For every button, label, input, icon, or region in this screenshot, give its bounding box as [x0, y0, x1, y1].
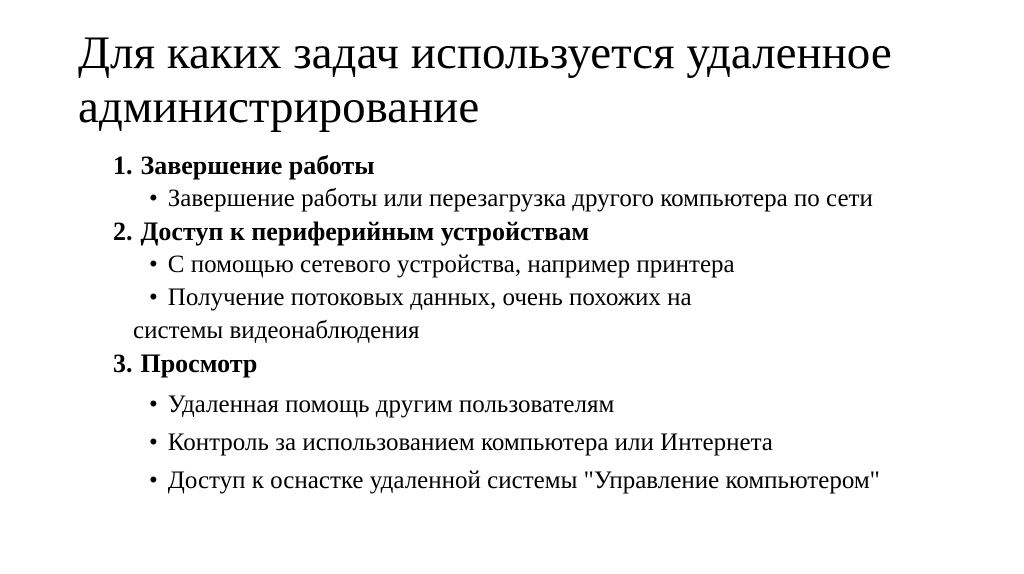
slide-title: [78, 26, 892, 134]
item-text: Завершение работы или перезагрузка другого компьютера по сети: [167, 185, 873, 212]
list-item: [149, 182, 1024, 215]
list-item: [149, 388, 1024, 421]
bullet-icon: •: [149, 251, 158, 278]
list-item: [149, 248, 1024, 281]
slide-title-line: администрирование: [78, 81, 480, 133]
bullet-icon: •: [149, 284, 158, 311]
bullet-icon: •: [149, 185, 158, 212]
item-text: Доступ к оснастке удаленной системы "Управление компьютером": [167, 467, 880, 494]
heading-text: Доступ к периферийным устройствам: [140, 217, 590, 246]
item-text: Получение потоковых данных, очень похожих на: [167, 284, 692, 311]
list-item: [149, 281, 1024, 314]
slide-title-line: Для каких задач используется удаленное: [78, 27, 892, 79]
heading-text: Завершение работы: [140, 151, 375, 180]
list-item: [149, 426, 1024, 459]
heading-text: Просмотр: [140, 349, 258, 378]
bullet-icon: •: [149, 429, 158, 456]
item-number: 2.: [113, 217, 133, 246]
bullet-icon: •: [149, 467, 158, 494]
item-number: 3.: [113, 349, 133, 378]
item-text: Контроль за использованием компьютера или Интернета: [167, 429, 773, 456]
slide-body: [0, 149, 1024, 497]
item-text: Удаленная помощь другим пользователям: [167, 391, 615, 418]
list-item: [149, 464, 1024, 497]
list-item-continuation: системы видеонаблюдения: [133, 317, 420, 344]
bullet-icon: •: [149, 391, 158, 418]
item-number: 1.: [113, 151, 133, 180]
item-text: С помощью сетевого устройства, например принтера: [167, 251, 735, 278]
list-heading-2: [113, 215, 1024, 248]
list-heading-3: [113, 347, 1024, 380]
list-heading-1: [113, 149, 1024, 182]
